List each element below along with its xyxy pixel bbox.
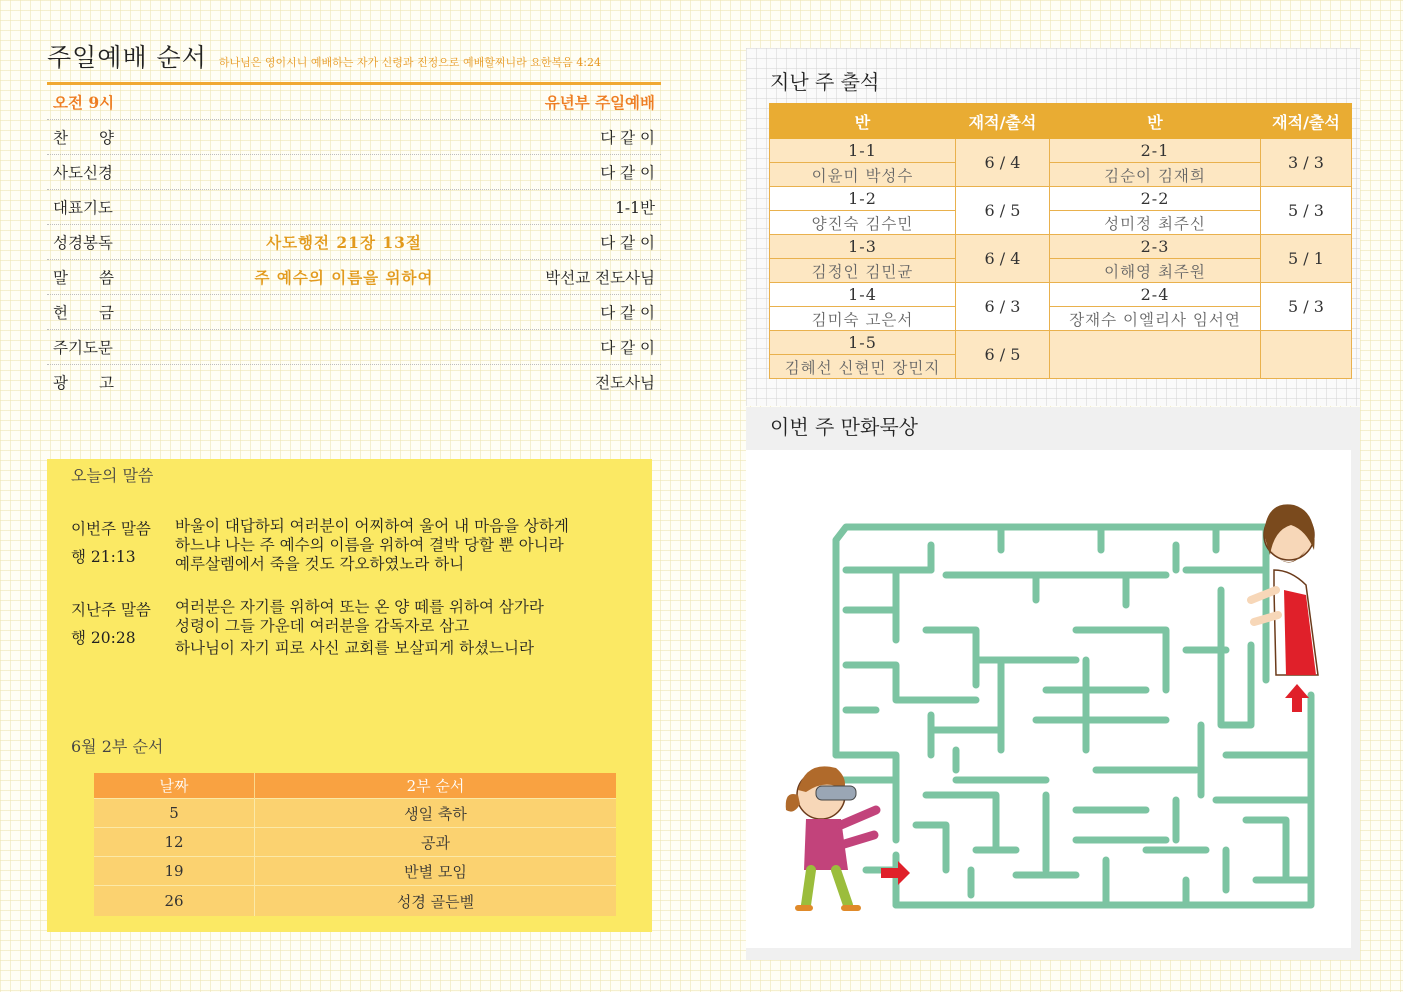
order-item: 성경봉독: [53, 234, 113, 252]
attendance-row: [770, 331, 1352, 355]
order-leader: 유년부 주일예배: [544, 93, 655, 112]
class-count: 6 / 5: [956, 187, 1050, 235]
class-name: 1-1: [770, 139, 956, 163]
order-row: [47, 225, 661, 260]
schedule-table: [94, 773, 616, 916]
schedule-row: [94, 828, 616, 857]
last-week-ref: 행 20:28: [71, 629, 136, 647]
maze-title: 이번 주 만화묵상: [770, 415, 918, 439]
schedule-program: 성경 골든벨: [255, 886, 617, 917]
schedule-date: 19: [94, 857, 255, 886]
schedule-header-row: [94, 773, 616, 799]
class-name: 1-2: [770, 187, 956, 211]
class-count: 5 / 1: [1261, 235, 1352, 283]
this-week-label: 이번주 말씀: [71, 520, 151, 538]
order-leader: 전도사님: [595, 374, 655, 392]
class-count: 5 / 3: [1261, 187, 1352, 235]
order-leader: 다 같 이: [600, 129, 655, 147]
teacher-names: 김정인 김민균: [770, 259, 956, 283]
teacher-names: 성미정 최주신: [1050, 211, 1261, 235]
teacher-names: 김혜선 신현민 장민지: [770, 355, 956, 379]
attendance-panel: [746, 48, 1360, 406]
class-count: 6 / 4: [956, 235, 1050, 283]
class-count: 6 / 5: [956, 331, 1050, 379]
order-list: [47, 85, 661, 399]
class-name: 2-4: [1050, 283, 1261, 307]
order-item: 사도신경: [53, 164, 113, 182]
schedule-date: 26: [94, 886, 255, 917]
teacher-names: 이윤미 박성수: [770, 163, 956, 187]
empty-cell: [1050, 331, 1261, 379]
attendance-row: [770, 283, 1352, 307]
order-leader: 다 같 이: [600, 234, 655, 252]
empty-cell: [1261, 331, 1352, 379]
order-item: 찬 양: [53, 129, 114, 147]
schedule-program: 생일 축하: [255, 799, 617, 828]
class-count: 6 / 3: [956, 283, 1050, 331]
order-leader: 다 같 이: [600, 339, 655, 357]
schedule-header-program: 2부 순서: [255, 773, 617, 799]
verse-line: 하느냐 나는 주 예수의 이름을 위하여 결박 당할 뿐 아니라: [175, 536, 564, 554]
schedule-header-date: 날짜: [94, 773, 255, 799]
schedule-program: 반별 모임: [255, 857, 617, 886]
verse-line: 바울이 대답하되 여러분이 어찌하여 울어 내 마음을 상하게: [175, 517, 569, 535]
class-name: 2-2: [1050, 187, 1261, 211]
order-leader: 다 같 이: [600, 164, 655, 182]
class-count: 3 / 3: [1261, 139, 1352, 187]
verse-line: 성령이 그들 가운데 여러분을 감독자로 삼고: [175, 617, 470, 635]
todays-word-title: 오늘의 말씀: [71, 466, 154, 485]
maze-panel: [746, 407, 1360, 960]
order-item: 말 씀: [53, 269, 114, 287]
maze-walls: [836, 527, 1311, 905]
schedule-date: 12: [94, 828, 255, 857]
header-count: 재적/출석: [956, 104, 1050, 139]
this-week-ref: 행 21:13: [71, 548, 136, 566]
maze-illustration: [746, 450, 1351, 948]
order-leader: 다 같 이: [600, 304, 655, 322]
header-class: 반: [1050, 104, 1261, 139]
order-item: 광 고: [53, 374, 114, 392]
order-item: 주기도문: [53, 339, 113, 357]
order-verse: 하나님은 영이시니 예배하는 자가 신령과 진정으로 예배할찌니라 요한복음 4:24: [218, 56, 601, 69]
schedule-program: 공과: [255, 828, 617, 857]
class-name: 1-3: [770, 235, 956, 259]
order-title: 주일예배 순서: [47, 43, 207, 72]
order-detail: 사도행전 21장 13절: [266, 233, 422, 252]
attendance-header-row: [770, 104, 1352, 139]
attendance-row: [770, 235, 1352, 259]
order-header: [47, 38, 661, 85]
maze-svg: [746, 450, 1351, 948]
teacher-names: 이해영 최주원: [1050, 259, 1261, 283]
order-row: [47, 260, 661, 295]
order-row: [47, 295, 661, 330]
order-leader: 1-1반: [615, 199, 655, 217]
teacher-names: 김미숙 고은서: [770, 307, 956, 331]
order-row: [47, 190, 661, 225]
class-name: 1-4: [770, 283, 956, 307]
order-row: [47, 330, 661, 365]
attendance-row: [770, 187, 1352, 211]
teacher-names: 장재수 이엘리사 임서연: [1050, 307, 1261, 331]
schedule-row: [94, 886, 616, 917]
order-row: [47, 85, 661, 120]
order-item: 대표기도: [53, 199, 113, 217]
teacher-names: 김순이 김재희: [1050, 163, 1261, 187]
header-class: 반: [770, 104, 956, 139]
schedule-row: [94, 799, 616, 828]
order-row: [47, 155, 661, 190]
last-week-label: 지난주 말씀: [71, 601, 151, 619]
order-row: [47, 365, 661, 399]
class-count: 6 / 4: [956, 139, 1050, 187]
verse-line: 하나님이 자기 피로 사신 교회를 보살피게 하셨느니라: [175, 639, 534, 657]
order-of-service: [47, 38, 661, 399]
girl-illustration-icon: [786, 766, 876, 908]
order-leader: 박선교 전도사님: [545, 269, 655, 287]
teacher-names: 양진숙 김수민: [770, 211, 956, 235]
verse-line: 여러분은 자기를 위하여 또는 온 양 떼를 위하여 삼가라: [175, 598, 544, 616]
class-name: 2-1: [1050, 139, 1261, 163]
schedule-date: 5: [94, 799, 255, 828]
order-row: [47, 120, 661, 155]
order-item: 오전 9시: [53, 93, 115, 112]
schedule-row: [94, 857, 616, 886]
order-detail: 주 예수의 이름을 위하여: [254, 268, 434, 287]
todays-word-box: [47, 459, 652, 932]
class-name: 1-5: [770, 331, 956, 355]
class-name: 2-3: [1050, 235, 1261, 259]
header-count: 재적/출석: [1261, 104, 1352, 139]
exit-arrow-icon: [1285, 684, 1309, 712]
verse-line: 예루살렘에서 죽을 것도 각오하였노라 하니: [175, 555, 465, 573]
schedule-title: 6월 2부 순서: [71, 737, 164, 756]
attendance-table: [769, 103, 1352, 379]
attendance-row: [770, 139, 1352, 163]
order-item: 헌 금: [53, 304, 114, 322]
attendance-title: 지난 주 출석: [770, 70, 880, 94]
class-count: 5 / 3: [1261, 283, 1352, 331]
